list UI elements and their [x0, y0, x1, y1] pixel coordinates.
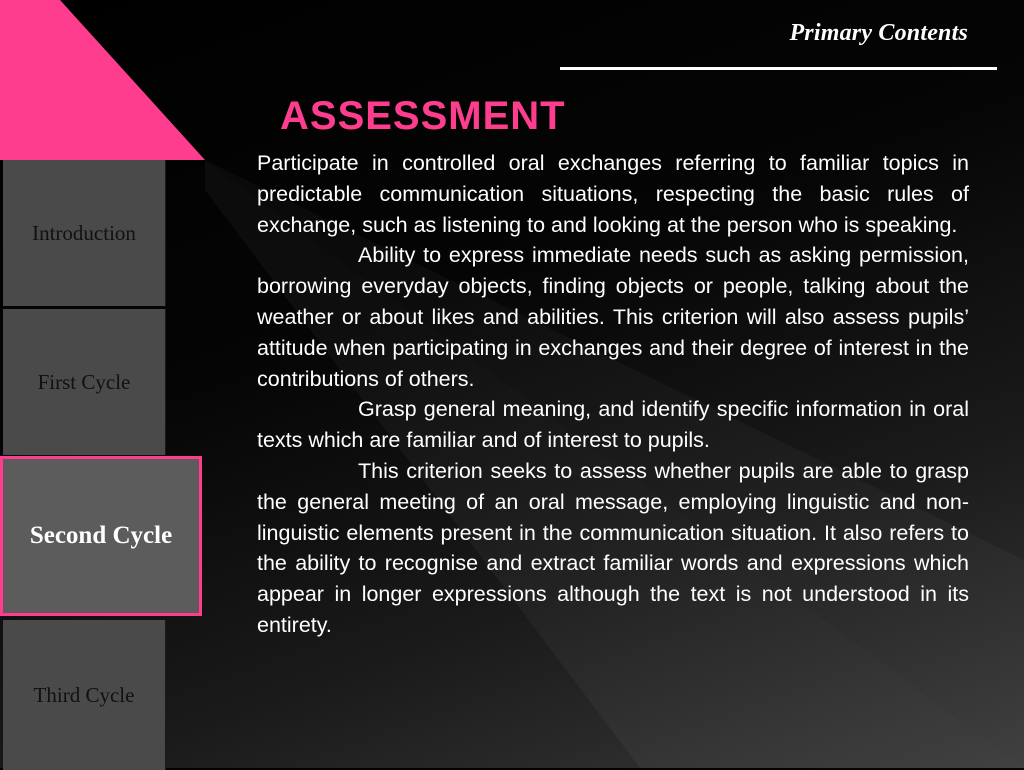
sidebar-item-introduction[interactable]: Introduction [3, 160, 166, 306]
sidebar-item-second-cycle[interactable]: Second Cycle [0, 456, 202, 616]
header-divider [560, 67, 997, 70]
header-title: Primary Contents [789, 20, 968, 46]
sidebar-item-third-cycle[interactable]: Third Cycle [3, 620, 166, 770]
slide-title: ASSESSMENT [280, 94, 566, 138]
sidebar-nav [0, 160, 210, 768]
pink-corner-triangle [0, 0, 205, 160]
assessment-paragraph: Participate in controlled oral exchanges referring to familiar topics in predictable communication situations, respecting the basic rules of exchange, such as listening to and looking at the person who is speaking. [257, 151, 969, 237]
assessment-body [257, 148, 969, 641]
assessment-paragraph: Grasp general meaning, and identify specific information in oral texts which are familiar and of interest to pupils. [257, 397, 969, 453]
sidebar-item-first-cycle[interactable]: First Cycle [3, 309, 166, 455]
assessment-paragraph: Ability to express immediate needs such as asking permission, borrowing everyday objects, finding objects or people, talking about the weather or about likes and abilities. This criterion will also assess pupils’ attitude when participating in exchanges and their degree of interest in the contributions of others. [257, 243, 969, 391]
assessment-paragraph: This criterion seeks to assess whether pupils are able to grasp the general meeting of an oral message, employing linguistic and non-linguistic elements present in the communication situation. It also refers to the ability to recognise and extract familiar words and expressions which appear in longer expressions although the text is not understood in its entirety. [257, 458, 969, 637]
